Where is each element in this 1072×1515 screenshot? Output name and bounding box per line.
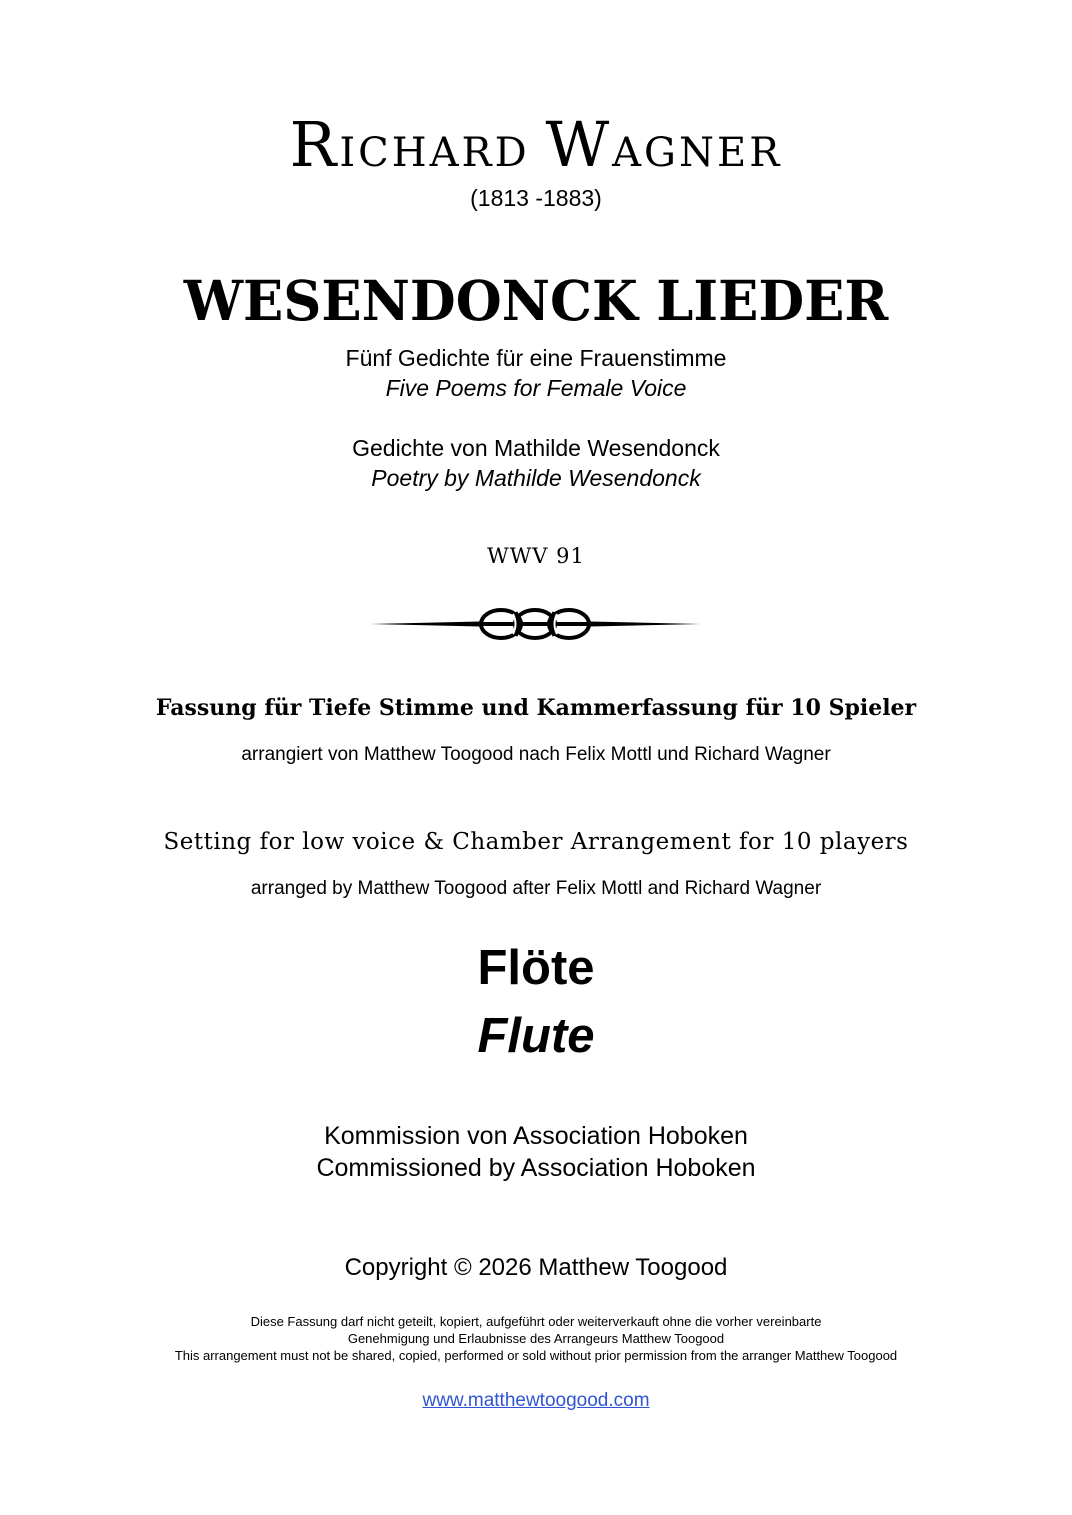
composer-first-initial: R [289,108,340,181]
version-title-german: Fassung für Tiefe Stimme und Kammerfassung für 10 Spieler [155,695,917,721]
permission-notice-english: This arrangement must not be shared, copied, performed or sold without prior permission from the arranger Matthew Toogood [174,1348,898,1363]
permission-notice-german-line2: Genehmigung und Erlaubnisse des Arrangeurs Matthew Toogood [347,1331,725,1346]
subtitle-german: Fünf Gedichte für eine Frauenstimme [345,345,727,371]
commission-english: Commissioned by Association Hoboken [316,1154,756,1182]
instrument-name-english: Flute [477,1009,595,1063]
permission-notice-german-line1: Diese Fassung darf nicht geteilt, kopiert, aufgeführt oder weiterverkauft ohne die vorher vereinbarte [250,1314,822,1329]
website-link[interactable]: www.matthewtoogood.com [422,1390,650,1411]
version-title-english: Setting for low voice & Chamber Arrangement for 10 players [163,829,909,855]
knot-ornament-icon [370,600,700,648]
copyright-notice: Copyright © 2026 Matthew Toogood [344,1254,728,1281]
arranger-credit-german: arrangiert von Matthew Toogood nach Felix Mottl und Richard Wagner [241,744,831,765]
composer-last-initial: W [545,108,613,181]
composer-first-rest: ICHARD [339,130,530,176]
poetry-credit-english: Poetry by Mathilde Wesendonck [371,465,701,491]
poetry-credit-german: Gedichte von Mathilde Wesendonck [352,435,720,461]
subtitle-english: Five Poems for Female Voice [385,375,687,401]
composer-dates: (1813 -1883) [470,185,602,211]
commission-german: Kommission von Association Hoboken [324,1122,748,1150]
catalog-number: WWV 91 [487,544,585,568]
arranger-credit-english: arranged by Matthew Toogood after Felix Mottl and Richard Wagner [250,878,822,899]
composer-name [0,108,1072,181]
composer-last-rest: AGNER [612,130,783,176]
instrument-name-german: Flöte [477,941,595,995]
website-line [0,1390,1072,1412]
work-title: WESENDONCK LIEDER [183,268,889,333]
